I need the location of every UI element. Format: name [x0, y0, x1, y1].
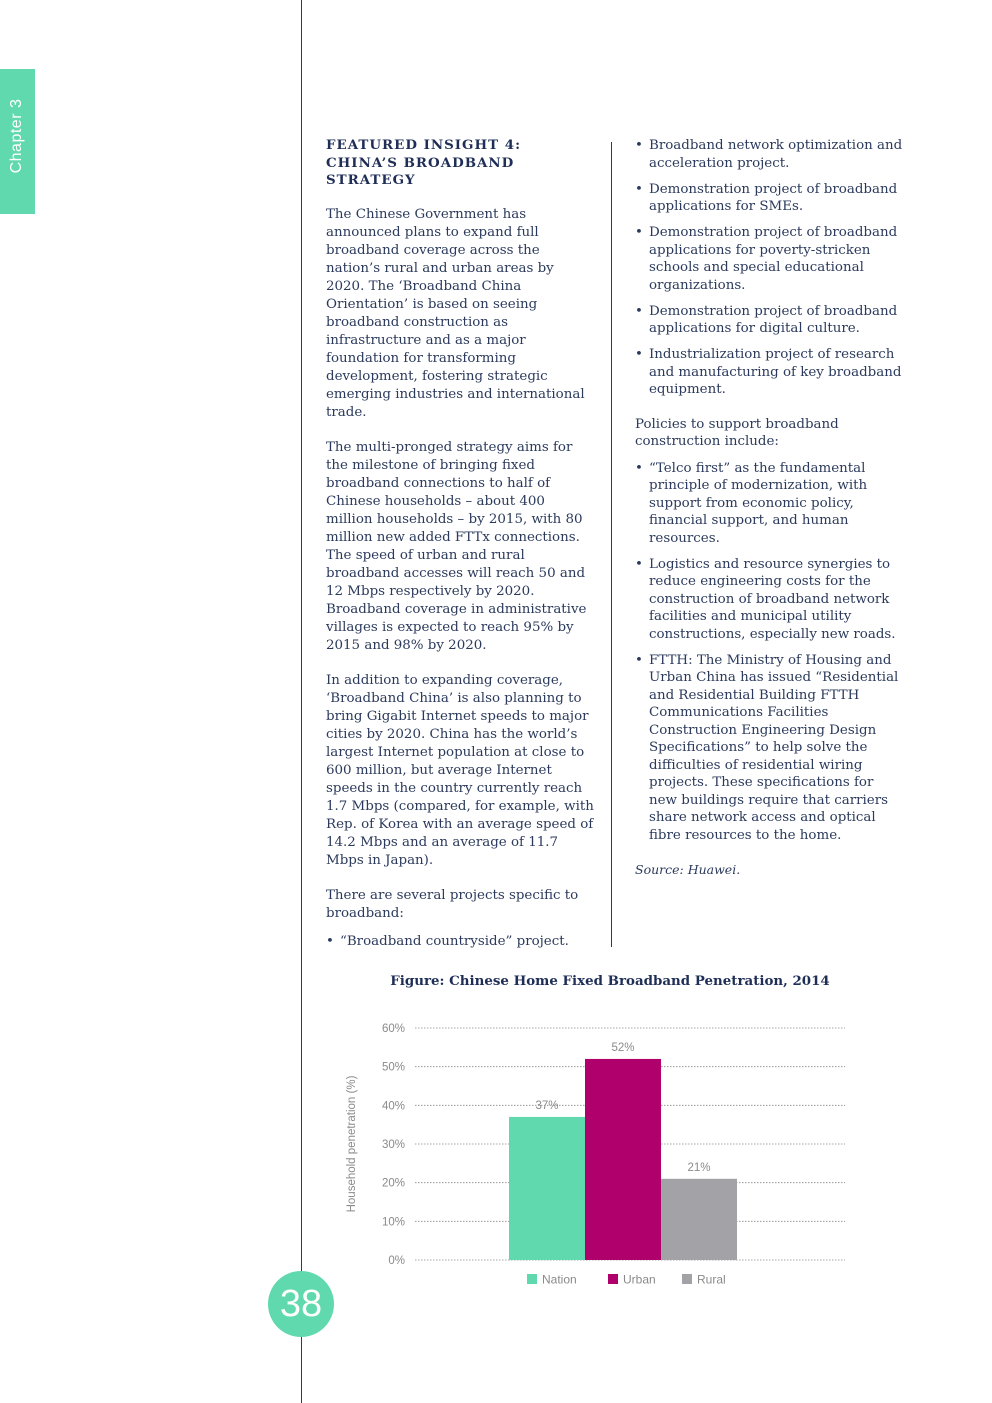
list-item: • FTTH: The Ministry of Housing and Urban China has issued “Residential and Residential Building FTTH Communications Facilities Construction Engineering Design Specifications” to help solve the difficulties of residential wiring projects. These specifications for new buildings require that carriers share network access and optical fibre resources to the home. — [635, 652, 903, 845]
legend-label: Nation — [542, 1272, 577, 1287]
paragraph: The multi-pronged strategy aims for the milestone of bringing fixed broadband connections to half of Chinese households – about 400 million households – by 2015, with 80 million new added FTTx connections. The speed of urban and rural broadband accesses will reach 50 and 12 Mbps respectively by 2020. Broadband coverage in administrative villages is expected to reach 95% by 2015 and 98% by 2020. — [326, 439, 587, 653]
page-margin-line — [301, 0, 302, 1403]
paragraph: In addition to expanding coverage, ‘Broadband China’ is also planning to bring Gigabit Internet speeds to major cities by 2020. China has the world’s largest Internet population at close to 600 million, but average Internet speeds in the country currently reach 1.7 Mbps (compared, for example, with Rep. of Korea with an average speed of 14.2 Mbps and an average of 11.7 Mbps in Japan). — [326, 672, 594, 868]
list-item: • Demonstration project of broadband applications for poverty-stricken schools and special educational organizations. — [635, 224, 903, 294]
y-tick-label: 20% — [381, 1177, 405, 1190]
insight-heading: FEATURED INSIGHT 4: CHINA’S BROADBAND STRATEGY — [326, 137, 522, 188]
page-number: 38 — [268, 1271, 334, 1337]
legend-swatch — [527, 1274, 537, 1284]
policies-list — [635, 460, 903, 845]
data-label: 21% — [687, 1161, 711, 1174]
y-tick-label: 60% — [381, 1023, 405, 1035]
y-axis-label: Household penetration (%) — [346, 1075, 358, 1213]
projects-list — [326, 933, 594, 951]
y-tick-label: 30% — [381, 1139, 405, 1151]
list-item: • Broadband network optimization and acceleration project. — [635, 137, 903, 172]
paragraph: The Chinese Government has announced plans to expand full broadband coverage across the nation’s rural and urban areas by 2020. The ‘Broadband China Orientation’ is based on seeing broadband construction as infrastructure and as a major foundation for transforming development, fostering strategic emerging industries and international trade. — [326, 206, 585, 420]
legend-label: Rural — [697, 1272, 726, 1287]
left-column — [326, 137, 594, 968]
y-tick-label: 0% — [388, 1255, 405, 1267]
right-column — [635, 137, 903, 879]
chapter-label: Chapter 3 — [8, 98, 25, 174]
penetration-bar-chart — [330, 1010, 890, 1300]
list-item: • “Telco first” as the fundamental principle of modernization, with support from economic policy, financial support, and human resources. — [635, 460, 903, 548]
y-tick-label: 40% — [381, 1100, 405, 1113]
list-item: • Demonstration project of broadband applications for digital culture. — [635, 303, 903, 338]
data-label: 52% — [611, 1041, 635, 1054]
bar-nation — [509, 1117, 585, 1260]
projects-list-continued — [635, 137, 903, 399]
list-item: • Industrialization project of research and manufacturing of key broadband equipment. — [635, 346, 903, 399]
chapter-tab — [0, 69, 35, 214]
data-label: 37% — [535, 1099, 559, 1112]
legend-label: Urban — [623, 1272, 656, 1287]
figure-title: Figure: Chinese Home Fixed Broadband Penetration, 2014 — [390, 973, 830, 989]
y-tick-label: 50% — [381, 1061, 405, 1074]
policies-intro: Policies to support broadband construction include: — [635, 416, 839, 449]
legend-swatch — [608, 1274, 618, 1284]
source-note: Source: Huawei. — [635, 862, 741, 877]
y-tick-label: 10% — [381, 1216, 405, 1229]
list-item: • “Broadband countryside” project. — [326, 933, 594, 951]
bar-rural — [661, 1179, 737, 1260]
list-item: • Logistics and resource synergies to reduce engineering costs for the construction of broadband network facilities and municipal utility constructions, especially new roads. — [635, 556, 903, 644]
legend-swatch — [682, 1274, 692, 1284]
paragraph: There are several projects specific to broadband: — [326, 887, 579, 921]
bar-urban — [585, 1059, 661, 1260]
column-divider — [611, 142, 612, 947]
list-item: • Demonstration project of broadband applications for SMEs. — [635, 181, 903, 216]
